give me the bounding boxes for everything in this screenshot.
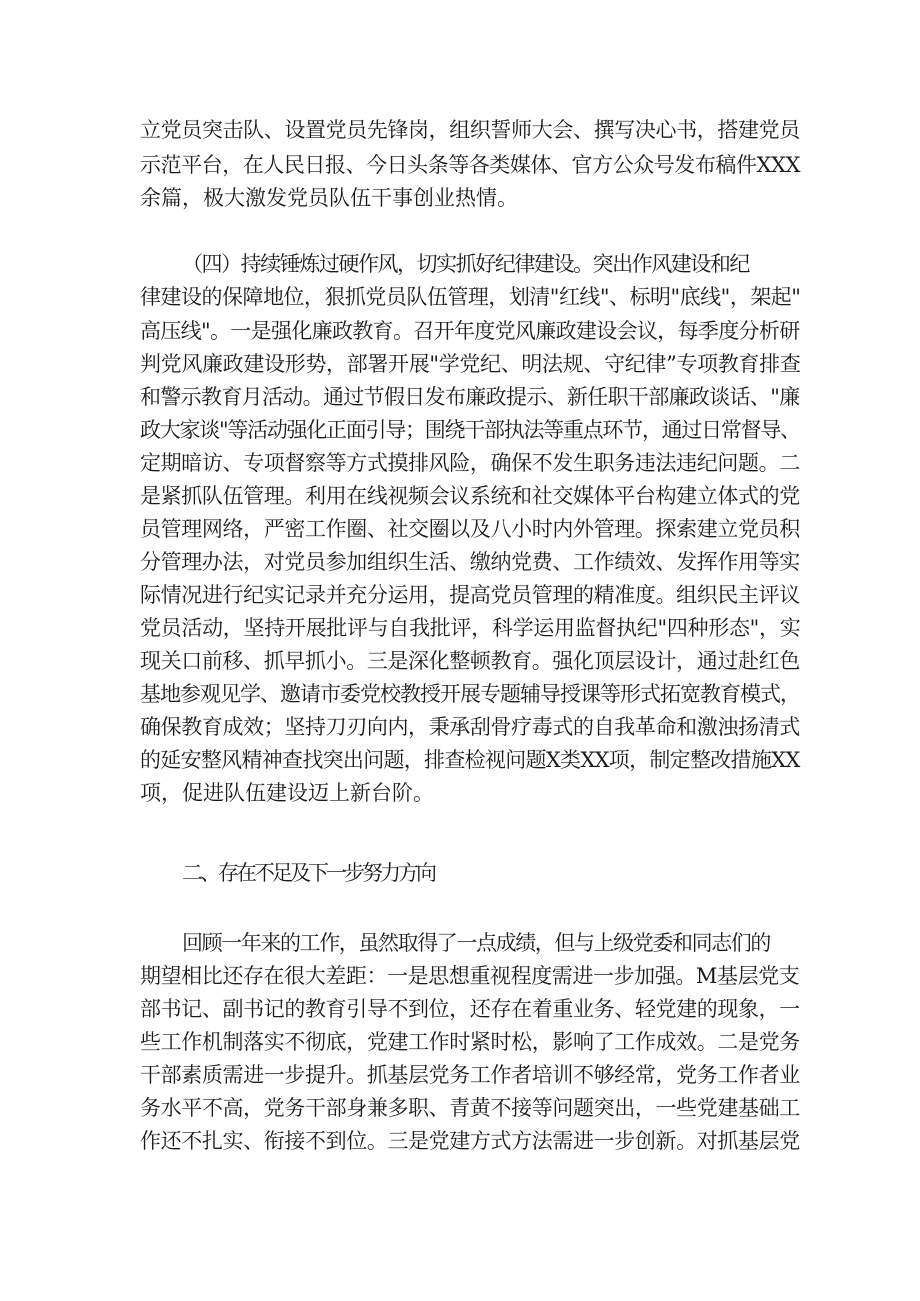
body-line: 立党员突击队、设置党员先锋岗，组织誓师大会、撰写决心书，搭建党员 — [140, 118, 800, 142]
body-line: 确保教育成效；坚持刀刃向内，秉承刮骨疗毒式的自我革命和激浊扬清式 — [140, 715, 800, 739]
body-line: 判党风廉政建设形势，部署开展"学党纪、明法规、守纪律”专项教育排查 — [140, 352, 801, 376]
body-line: 律建设的保障地位，狠抓党员队伍管理，划清"红线"、标明"底线"，架起" — [140, 285, 801, 309]
body-line: 的延安整风精神查找突出问题，排查检视问题X类XX项，制定整改措施XX — [140, 748, 800, 772]
section-heading: 二、存在不足及下一步努力方向 — [182, 861, 434, 885]
body-line: 项，促进队伍建设迈上新台阶。 — [140, 781, 434, 805]
body-line: 回顾一年来的工作，虽然取得了一点成绩，但与上级党委和同志们的 — [182, 931, 770, 955]
body-line: 际情况进行纪实记录并充分运用，提高党员管理的精准度。组织民主评议 — [140, 583, 800, 607]
body-line: 和警示教育月活动。通过节假日发布廉政提示、新任职干部廉政谈话、"廉 — [140, 385, 800, 409]
body-line: 干部素质需进一步提升。抓基层党务工作者培训不够经常，党务工作者业 — [140, 1063, 800, 1087]
body-line: 党员活动，坚持开展批评与自我批评，科学运用监督执纪"四种形态"，实 — [140, 616, 801, 640]
body-line: 部书记、副书记的教育引导不到位，还存在着重业务、轻党建的现象，一 — [140, 997, 800, 1021]
body-line: 基地参观见学、邀请市委党校教授开展专题辅导授课等形式拓宽教育模式， — [140, 682, 800, 706]
body-line: 高压线"。一是强化廉政教育。召开年度党风廉政建设会议，每季度分析研 — [140, 319, 800, 343]
body-line: 现关口前移、抓早抓小。三是深化整顿教育。强化顶层设计，通过赴红色 — [140, 649, 800, 673]
body-line: 示范平台，在人民日报、今日头条等各类媒体、官方公众号发布稿件XXX — [140, 153, 800, 177]
body-line: 是紧抓队伍管理。利用在线视频会议系统和社交媒体平台构建立体式的党 — [140, 484, 800, 508]
body-line: 政大家谈"等活动强化正面引导；围绕干部执法等重点环节，通过日常督导、 — [140, 418, 800, 442]
body-line: 员管理网络，严密工作圈、社交圈以及八小时内外管理。探索建立党员积 — [140, 517, 800, 541]
body-line: 定期暗访、专项督察等方式摸排风险，确保不发生职务违法违纪问题。二 — [140, 451, 800, 475]
body-line: 期望相比还存在很大差距：一是思想重视程度需进一步加强。M基层党支 — [140, 964, 800, 988]
body-line: 务水平不高，党务干部身兼多职、青黄不接等问题突出，一些党建基础工 — [140, 1096, 800, 1120]
body-line: 分管理办法，对党员参加组织生活、缴纳党费、工作绩效、发挥作用等实 — [140, 550, 800, 574]
body-line: 余篇，极大激发党员队伍干事创业热情。 — [140, 186, 518, 210]
body-line: 些工作机制落实不彻底，党建工作时紧时松，影响了工作成效。二是党务 — [140, 1030, 800, 1054]
body-line: （四）持续锤炼过硬作风，切实抓好纪律建设。突出作风建设和纪 — [182, 252, 749, 276]
body-line: 作还不扎实、衔接不到位。三是党建方式方法需进一步创新。对抓基层党 — [140, 1129, 800, 1153]
